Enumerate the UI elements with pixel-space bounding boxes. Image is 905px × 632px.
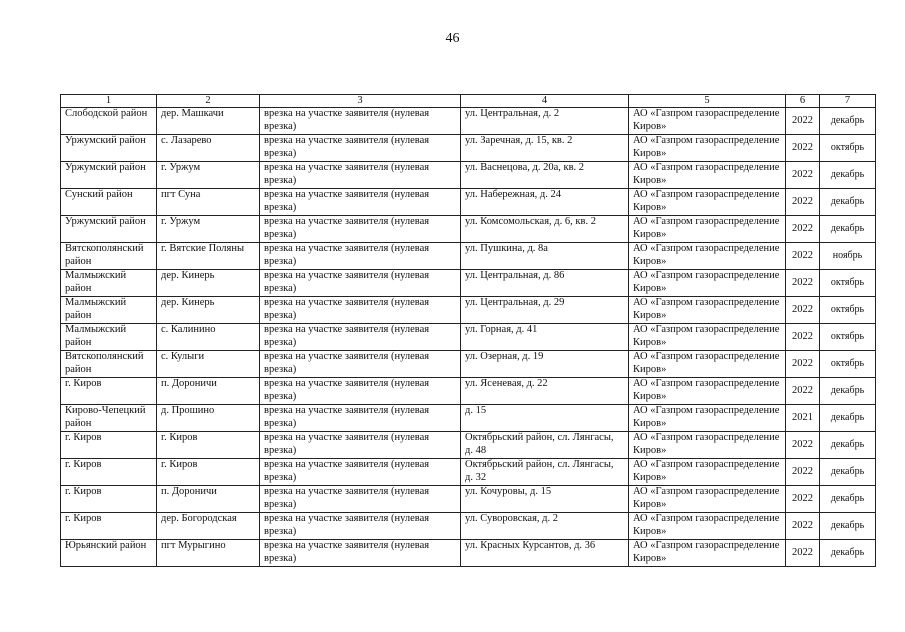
- address-cell: ул. Комсомольская, д. 6, кв. 2: [461, 216, 629, 243]
- work-type-cell: врезка на участке заявителя (нулевая врезка): [260, 324, 461, 351]
- settlement-cell: г. Киров: [157, 459, 260, 486]
- month-cell: декабрь: [820, 432, 876, 459]
- settlement-cell: г. Уржум: [157, 216, 260, 243]
- settlement-cell: с. Кулыги: [157, 351, 260, 378]
- address-cell: ул. Набережная, д. 24: [461, 189, 629, 216]
- month-cell: октябрь: [820, 297, 876, 324]
- year-cell: 2022: [786, 351, 820, 378]
- address-cell: ул. Центральная, д. 86: [461, 270, 629, 297]
- district-cell: г. Киров: [61, 513, 157, 540]
- address-cell: Октябрьский район, сл. Лянгасы, д. 48: [461, 432, 629, 459]
- column-header: 6: [786, 95, 820, 108]
- address-cell: ул. Озерная, д. 19: [461, 351, 629, 378]
- organization-cell: АО «Газпром газораспределение Киров»: [629, 297, 786, 324]
- work-type-cell: врезка на участке заявителя (нулевая врезка): [260, 135, 461, 162]
- district-cell: Малмыжский район: [61, 324, 157, 351]
- settlement-cell: дер. Кинерь: [157, 297, 260, 324]
- year-cell: 2022: [786, 135, 820, 162]
- month-cell: ноябрь: [820, 243, 876, 270]
- organization-cell: АО «Газпром газораспределение Киров»: [629, 162, 786, 189]
- table-row: [61, 486, 876, 513]
- organization-cell: АО «Газпром газораспределение Киров»: [629, 378, 786, 405]
- organization-cell: АО «Газпром газораспределение Киров»: [629, 189, 786, 216]
- settlement-cell: дер. Машкачи: [157, 108, 260, 135]
- year-cell: 2022: [786, 486, 820, 513]
- column-header: 7: [820, 95, 876, 108]
- table-row: [61, 459, 876, 486]
- work-type-cell: врезка на участке заявителя (нулевая врезка): [260, 378, 461, 405]
- settlement-cell: пгт Мурыгино: [157, 540, 260, 567]
- address-cell: ул. Красных Курсантов, д. 36: [461, 540, 629, 567]
- organization-cell: АО «Газпром газораспределение Киров»: [629, 486, 786, 513]
- district-cell: Юрьянский район: [61, 540, 157, 567]
- table-row: [61, 324, 876, 351]
- column-header: 3: [260, 95, 461, 108]
- district-cell: Малмыжский район: [61, 297, 157, 324]
- district-cell: Вятскополянский район: [61, 351, 157, 378]
- organization-cell: АО «Газпром газораспределение Киров»: [629, 108, 786, 135]
- settlement-cell: с. Лазарево: [157, 135, 260, 162]
- address-cell: ул. Центральная, д. 2: [461, 108, 629, 135]
- address-cell: Октябрьский район, сл. Лянгасы, д. 32: [461, 459, 629, 486]
- column-header: 1: [61, 95, 157, 108]
- organization-cell: АО «Газпром газораспределение Киров»: [629, 324, 786, 351]
- year-cell: 2022: [786, 216, 820, 243]
- table-row: [61, 540, 876, 567]
- address-cell: д. 15: [461, 405, 629, 432]
- district-cell: г. Киров: [61, 432, 157, 459]
- district-cell: г. Киров: [61, 486, 157, 513]
- settlement-cell: с. Калинино: [157, 324, 260, 351]
- district-cell: Сунский район: [61, 189, 157, 216]
- address-cell: ул. Васнецова, д. 20а, кв. 2: [461, 162, 629, 189]
- organization-cell: АО «Газпром газораспределение Киров»: [629, 216, 786, 243]
- table-body: [61, 108, 876, 567]
- settlement-cell: г. Киров: [157, 432, 260, 459]
- organization-cell: АО «Газпром газораспределение Киров»: [629, 432, 786, 459]
- organization-cell: АО «Газпром газораспределение Киров»: [629, 405, 786, 432]
- work-type-cell: врезка на участке заявителя (нулевая врезка): [260, 432, 461, 459]
- settlement-cell: дер. Богородская: [157, 513, 260, 540]
- work-type-cell: врезка на участке заявителя (нулевая врезка): [260, 486, 461, 513]
- work-type-cell: врезка на участке заявителя (нулевая врезка): [260, 162, 461, 189]
- address-cell: ул. Суворовская, д. 2: [461, 513, 629, 540]
- year-cell: 2022: [786, 189, 820, 216]
- month-cell: декабрь: [820, 540, 876, 567]
- year-cell: 2022: [786, 243, 820, 270]
- table-row: [61, 162, 876, 189]
- table-row: [61, 108, 876, 135]
- year-cell: 2022: [786, 297, 820, 324]
- district-cell: Уржумский район: [61, 135, 157, 162]
- month-cell: декабрь: [820, 378, 876, 405]
- table-row: [61, 135, 876, 162]
- address-cell: ул. Центральная, д. 29: [461, 297, 629, 324]
- table-row: [61, 351, 876, 378]
- month-cell: октябрь: [820, 135, 876, 162]
- column-header: 4: [461, 95, 629, 108]
- district-cell: Кирово-Чепецкий район: [61, 405, 157, 432]
- year-cell: 2022: [786, 108, 820, 135]
- work-type-cell: врезка на участке заявителя (нулевая врезка): [260, 270, 461, 297]
- month-cell: октябрь: [820, 270, 876, 297]
- month-cell: декабрь: [820, 405, 876, 432]
- settlement-cell: п. Дороничи: [157, 486, 260, 513]
- year-cell: 2022: [786, 513, 820, 540]
- column-header: 2: [157, 95, 260, 108]
- table-row: [61, 297, 876, 324]
- work-type-cell: врезка на участке заявителя (нулевая врезка): [260, 189, 461, 216]
- table-row: [61, 432, 876, 459]
- table-row: [61, 513, 876, 540]
- settlement-cell: г. Уржум: [157, 162, 260, 189]
- organization-cell: АО «Газпром газораспределение Киров»: [629, 540, 786, 567]
- district-cell: Уржумский район: [61, 216, 157, 243]
- address-cell: ул. Пушкина, д. 8а: [461, 243, 629, 270]
- organization-cell: АО «Газпром газораспределение Киров»: [629, 135, 786, 162]
- year-cell: 2022: [786, 540, 820, 567]
- work-type-cell: врезка на участке заявителя (нулевая врезка): [260, 351, 461, 378]
- table-row: [61, 270, 876, 297]
- work-type-cell: врезка на участке заявителя (нулевая врезка): [260, 243, 461, 270]
- work-type-cell: врезка на участке заявителя (нулевая врезка): [260, 405, 461, 432]
- district-cell: Малмыжский район: [61, 270, 157, 297]
- work-type-cell: врезка на участке заявителя (нулевая врезка): [260, 540, 461, 567]
- month-cell: декабрь: [820, 216, 876, 243]
- work-type-cell: врезка на участке заявителя (нулевая врезка): [260, 297, 461, 324]
- year-cell: 2021: [786, 405, 820, 432]
- district-cell: Вятскополянский район: [61, 243, 157, 270]
- year-cell: 2022: [786, 270, 820, 297]
- work-type-cell: врезка на участке заявителя (нулевая врезка): [260, 459, 461, 486]
- table-row: [61, 378, 876, 405]
- table-row: [61, 243, 876, 270]
- organization-cell: АО «Газпром газораспределение Киров»: [629, 513, 786, 540]
- settlement-cell: д. Прошино: [157, 405, 260, 432]
- year-cell: 2022: [786, 459, 820, 486]
- gasification-table: [60, 94, 876, 567]
- month-cell: октябрь: [820, 351, 876, 378]
- year-cell: 2022: [786, 162, 820, 189]
- table-row: [61, 216, 876, 243]
- district-cell: г. Киров: [61, 378, 157, 405]
- month-cell: октябрь: [820, 324, 876, 351]
- organization-cell: АО «Газпром газораспределение Киров»: [629, 243, 786, 270]
- table-row: [61, 189, 876, 216]
- address-cell: ул. Ясеневая, д. 22: [461, 378, 629, 405]
- organization-cell: АО «Газпром газораспределение Киров»: [629, 351, 786, 378]
- month-cell: декабрь: [820, 513, 876, 540]
- month-cell: декабрь: [820, 108, 876, 135]
- settlement-cell: пгт Суна: [157, 189, 260, 216]
- organization-cell: АО «Газпром газораспределение Киров»: [629, 459, 786, 486]
- address-cell: ул. Заречная, д. 15, кв. 2: [461, 135, 629, 162]
- settlement-cell: дер. Кинерь: [157, 270, 260, 297]
- year-cell: 2022: [786, 432, 820, 459]
- column-number-row: [61, 95, 876, 108]
- month-cell: декабрь: [820, 459, 876, 486]
- year-cell: 2022: [786, 324, 820, 351]
- month-cell: декабрь: [820, 189, 876, 216]
- address-cell: ул. Горная, д. 41: [461, 324, 629, 351]
- table-row: [61, 405, 876, 432]
- work-type-cell: врезка на участке заявителя (нулевая врезка): [260, 513, 461, 540]
- work-type-cell: врезка на участке заявителя (нулевая врезка): [260, 216, 461, 243]
- month-cell: декабрь: [820, 162, 876, 189]
- settlement-cell: п. Дороничи: [157, 378, 260, 405]
- work-type-cell: врезка на участке заявителя (нулевая врезка): [260, 108, 461, 135]
- district-cell: Уржумский район: [61, 162, 157, 189]
- column-header: 5: [629, 95, 786, 108]
- district-cell: Слободской район: [61, 108, 157, 135]
- address-cell: ул. Кочуровы, д. 15: [461, 486, 629, 513]
- settlement-cell: г. Вятские Поляны: [157, 243, 260, 270]
- month-cell: декабрь: [820, 486, 876, 513]
- organization-cell: АО «Газпром газораспределение Киров»: [629, 270, 786, 297]
- district-cell: г. Киров: [61, 459, 157, 486]
- year-cell: 2022: [786, 378, 820, 405]
- page-number: 46: [445, 31, 460, 46]
